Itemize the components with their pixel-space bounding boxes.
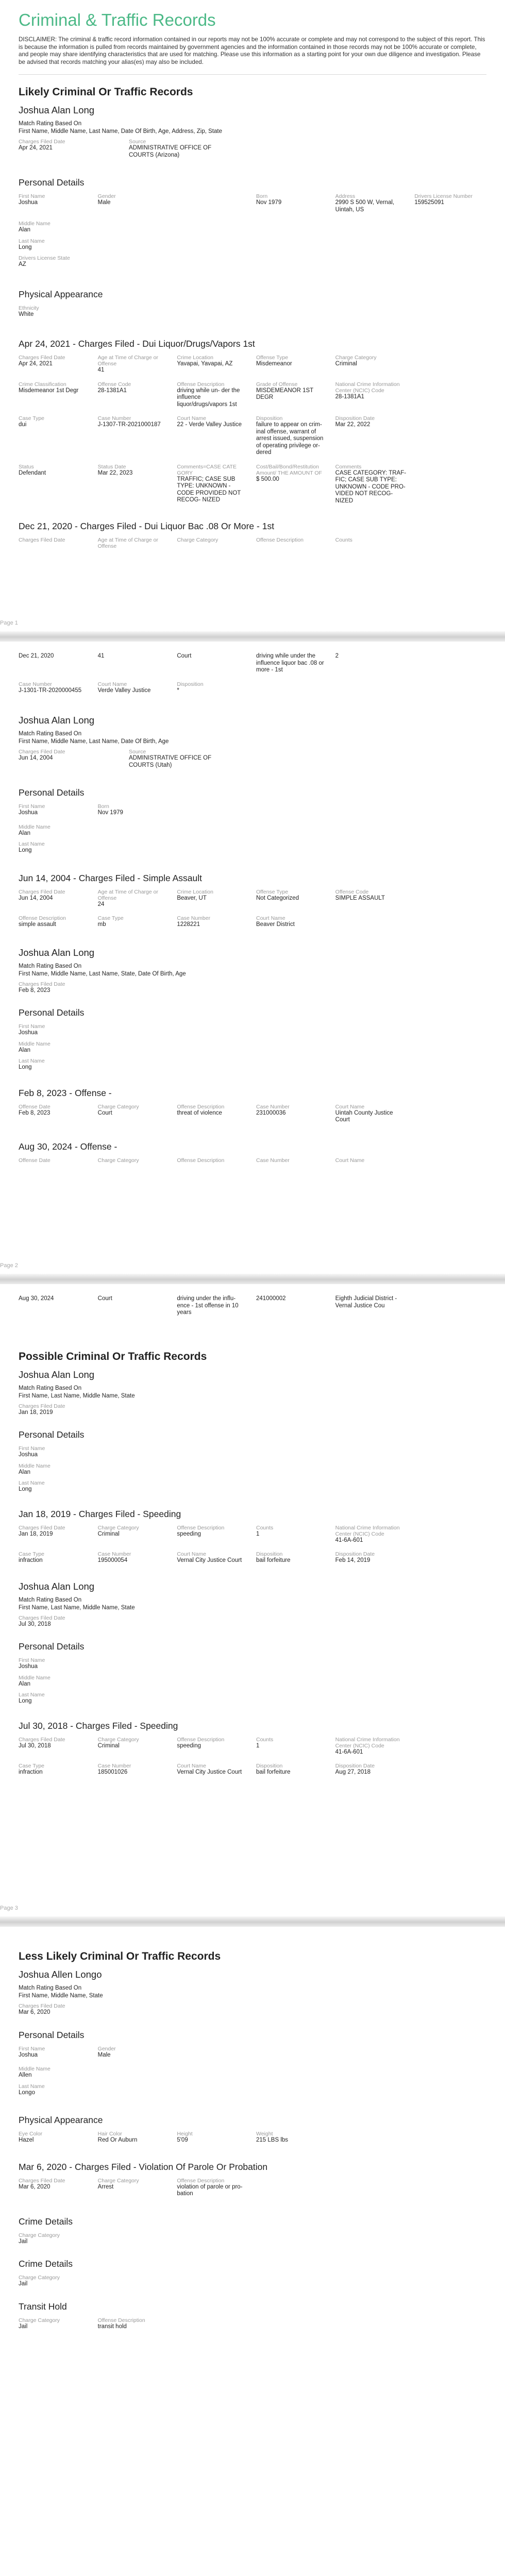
charge-category-label: Charge Category [19, 2232, 60, 2238]
charge-category-label: Charge Category [97, 1103, 139, 1110]
drivers-license-state-value: AZ [19, 261, 26, 267]
case-number-label: Case Number [97, 1763, 131, 1769]
match-rating-label: Match Rating Based On [19, 1985, 82, 1991]
source-value: ADMINISTRATIVE OFFICE OF COURTS (Arizona) [129, 145, 212, 158]
report-title: Criminal & Traffic Records [19, 10, 216, 29]
personal-details-heading: Personal Details [19, 1429, 85, 1440]
case-type-label: Case Type [19, 1551, 45, 1557]
case-number-label: Case Number [19, 681, 52, 687]
court-name-label: Court Name [256, 915, 285, 921]
crime-details-heading: Crime Details [19, 2216, 73, 2227]
charges-filed-date-value: Dec 21, 2020 [19, 653, 54, 659]
offense-description-value: speeding [177, 1742, 201, 1749]
status-value: Defendant [19, 469, 46, 476]
charge-category-value: Jail [19, 2281, 28, 2287]
personal-details-heading: Personal Details [19, 787, 85, 798]
counts-label: Counts [256, 1736, 274, 1743]
charges-filed-date-value: Mar 6, 2020 [19, 2183, 50, 2190]
crime-classification-value: Misdemeanor 1st Degr [19, 387, 79, 394]
offense-code-label: Offense Code [97, 381, 131, 388]
counts-value: 2 [335, 653, 339, 659]
offense-description-value: speeding [177, 1530, 201, 1537]
case-number-value: 1228221 [177, 921, 200, 928]
disclaimer-text: DISCLAIMER: The criminal & traffic record information contained in our reports may not be 100% accurate or complete and may not correspond to the subject of this report. This is because the information is pulled from records maintained by government agencies and the information contained in those records may not be 100% accurate or complete, and people may share identifying characteristics that are used for matching. Please use this information as a starting point for your own due diligence and investigation. Please be advised that records matching your alias(es) may also be included. [19, 36, 485, 65]
offense-type-label: Offense Type [256, 355, 289, 361]
ethnicity-value: White [19, 311, 34, 317]
charge-category-label: Charge Category [97, 1157, 139, 1164]
last-name-value: Long [19, 1486, 32, 1492]
first-name-value: Joshua [19, 2051, 38, 2058]
page-number: Page 3 [0, 1905, 18, 1911]
last-name-label: Last Name [19, 1480, 45, 1486]
ncic-label: National Crime Information Center (NCIC) Code [335, 1524, 400, 1537]
age-label: Age at Time of Charge or Offense [97, 888, 158, 901]
offense-description-label: Offense Description [19, 915, 66, 921]
charge-category-label: Charge Category [97, 1736, 139, 1743]
charge-category-label: Charge Category [97, 2177, 139, 2184]
comments-value: CASE CATEGORY: TRAF- FIC; CASE SUB TYPE: UNKNOWN - CODE PRO- VIDED NOT RECOG- NIZED [335, 469, 407, 504]
offense-description-value: simple assault [19, 921, 56, 928]
offense-type-value: Not Categorized [256, 895, 299, 901]
charge-category-value: Court [97, 1109, 112, 1116]
last-name-label: Last Name [19, 1058, 45, 1064]
charges-filed-date-label: Charges Filed Date [19, 749, 65, 755]
report-page-3 [0, 1284, 505, 1916]
section-possible-heading: Possible Criminal Or Traffic Records [19, 1350, 207, 1362]
offense-description-label: Offense Description [177, 1736, 225, 1743]
last-name-label: Last Name [19, 841, 45, 847]
gender-label: Gender [97, 2045, 116, 2052]
charges-filed-date-value: Jun 14, 2004 [19, 895, 53, 901]
case-type-label: Case Type [19, 415, 45, 422]
source-label: Source [129, 749, 146, 755]
offense-description-label: Offense Description [177, 1524, 225, 1531]
page-separator [0, 1274, 505, 1284]
match-rating-value: First Name, Last Name, Middle Name, State [19, 1604, 135, 1611]
court-name-value: Uintah County Justice Court [335, 1109, 393, 1123]
case-type-value: mb [97, 921, 106, 928]
born-value: Nov 1979 [97, 810, 123, 816]
crime-details-heading: Crime Details [19, 2259, 73, 2269]
first-name-value: Joshua [19, 1030, 38, 1036]
record-name: Joshua Alan Long [19, 105, 95, 115]
cost-label: Cost/Bail/Bond/Restitution Amount/ THE AMOUNT OF [256, 463, 322, 476]
middle-name-label: Middle Name [19, 1462, 50, 1469]
court-name-value: Beaver District [256, 921, 295, 928]
personal-details-heading: Personal Details [19, 2029, 85, 2040]
offense-heading: Aug 30, 2024 - Offense - [19, 1141, 117, 1152]
record-name: Joshua Allen Longo [19, 1969, 102, 1980]
last-name-label: Last Name [19, 238, 45, 244]
age-label: Age at Time of Charge or Offense [97, 355, 158, 367]
report-page-2 [0, 642, 505, 1274]
court-name-label: Court Name [177, 1551, 206, 1557]
personal-details-heading: Personal Details [19, 1007, 85, 1018]
age-value: 41 [97, 367, 105, 373]
charge-category-label: Charge Category [19, 2317, 60, 2324]
section-less-likely-heading: Less Likely Criminal Or Traffic Records [19, 1950, 221, 1962]
offense-date-value: Feb 8, 2023 [19, 1109, 50, 1116]
offense-date-value: Aug 30, 2024 [19, 1295, 54, 1302]
ncic-label: National Crime Information Center (NCIC) Code [335, 1736, 400, 1749]
middle-name-value: Alan [19, 1680, 31, 1687]
charge-heading: Jun 14, 2004 - Charges Filed - Simple Assault [19, 872, 203, 883]
page-separator [0, 631, 505, 642]
charges-filed-date-label: Charges Filed Date [19, 2177, 65, 2184]
offense-type-label: Offense Type [256, 888, 289, 895]
court-name-value: Eighth Judicial District - Vernal Justice Cou [335, 1295, 397, 1309]
offense-description-value: violation of parole or pro- bation [177, 2183, 243, 2197]
offense-description-label: Offense Description [256, 537, 304, 543]
case-number-value: 185001026 [97, 1769, 128, 1775]
match-rating-value: First Name, Middle Name, Last Name, Date Of Birth, Age, Address, Zip, State [19, 128, 222, 134]
offense-description-value: driving while under the influence liquor bac .08 or more - 1st [256, 653, 324, 673]
counts-label: Counts [256, 1524, 274, 1531]
gender-value: Male [97, 2051, 111, 2058]
first-name-value: Joshua [19, 1663, 38, 1670]
page-number: Page 2 [0, 1262, 18, 1269]
ncic-value: 41-6A-601 [335, 1537, 363, 1543]
status-date-value: Mar 22, 2023 [97, 469, 133, 476]
charges-filed-date-value: Jun 14, 2004 [19, 755, 53, 761]
charge-heading: Dec 21, 2020 - Charges Filed - Dui Liquor Bac .08 Or More - 1st [19, 521, 275, 531]
gender-value: Male [97, 199, 111, 206]
hair-color-label: Hair Color [97, 2131, 122, 2137]
charge-category-value: Court [97, 1295, 112, 1302]
weight-label: Weight [256, 2131, 273, 2137]
middle-name-label: Middle Name [19, 2066, 50, 2072]
case-number-value: J-1301-TR-2020000455 [19, 687, 82, 694]
first-name-value: Joshua [19, 199, 38, 206]
match-rating-label: Match Rating Based On [19, 731, 82, 737]
offense-description-value: driving while un- der the influence liquor/drugs/vapors 1st [177, 387, 240, 408]
charge-category-value: Criminal [335, 361, 357, 367]
counts-label: Counts [335, 537, 352, 543]
disposition-date-value: Mar 22, 2022 [335, 422, 371, 428]
case-number-value: J-1307-TR-2021000187 [97, 422, 161, 428]
charges-filed-date-value: Jul 30, 2018 [19, 1621, 51, 1627]
charges-filed-date-value: Mar 6, 2020 [19, 2009, 50, 2015]
comments-case-category-label: Comments=CASE CATE GORY [177, 463, 237, 476]
case-number-value: 231000036 [256, 1109, 286, 1116]
record-name: Joshua Alan Long [19, 1580, 95, 1592]
middle-name-label: Middle Name [19, 823, 50, 830]
match-rating-value: First Name, Middle Name, Last Name, State, Date Of Birth, Age [19, 970, 186, 977]
drivers-license-label: Drivers License Number [414, 193, 473, 199]
court-name-label: Court Name [97, 681, 127, 687]
grade-value: MISDEMEANOR 1ST DEGR [256, 387, 313, 400]
height-label: Height [177, 2131, 193, 2137]
ncic-label: National Crime Information Center (NCIC) Code [335, 381, 400, 394]
first-name-value: Joshua [19, 1452, 38, 1458]
counts-value: 1 [256, 1742, 260, 1749]
last-name-label: Last Name [19, 1692, 45, 1698]
disposition-label: Disposition [256, 1763, 283, 1769]
height-value: 5'09 [177, 2137, 188, 2143]
last-name-value: Long [19, 1698, 32, 1704]
disposition-value: bail forfeiture [256, 1769, 291, 1775]
offense-description-label: Offense Description [97, 2317, 145, 2324]
charge-category-value: Criminal [97, 1742, 120, 1749]
court-name-value: Vernal City Justice Court [177, 1769, 242, 1775]
middle-name-value: Alan [19, 830, 31, 836]
charge-heading: Jul 30, 2018 - Charges Filed - Speeding [19, 1720, 178, 1731]
grade-label: Grade of Offense [256, 381, 298, 388]
personal-details-heading: Personal Details [19, 177, 85, 188]
first-name-label: First Name [19, 2045, 45, 2052]
disposition-date-label: Disposition Date [335, 1763, 375, 1769]
crime-location-value: Beaver, UT [177, 895, 207, 901]
court-name-value: 22 - Verde Valley Justice [177, 422, 242, 428]
charges-filed-date-value: Jan 18, 2019 [19, 1530, 53, 1537]
case-number-label: Case Number [97, 1551, 131, 1557]
case-number-label: Case Number [177, 915, 211, 921]
hair-color-value: Red Or Auburn [97, 2137, 138, 2143]
born-label: Born [97, 803, 109, 810]
born-value: Nov 1979 [256, 199, 282, 206]
case-type-label: Case Type [19, 1763, 45, 1769]
case-type-label: Case Type [97, 915, 124, 921]
disposition-label: Disposition [177, 681, 204, 687]
case-number-label: Case Number [256, 1157, 290, 1164]
last-name-value: Longo [19, 2089, 35, 2096]
case-number-label: Case Number [256, 1103, 290, 1110]
charge-heading: Apr 24, 2021 - Charges Filed - Dui Liquor/Drugs/Vapors 1st [19, 339, 255, 349]
report-page-4 [0, 1927, 505, 2576]
case-number-label: Case Number [97, 415, 131, 422]
match-rating-value: First Name, Middle Name, Last Name, Date Of Birth, Age [19, 738, 169, 745]
court-name-label: Court Name [335, 1157, 365, 1164]
record-name: Joshua Alan Long [19, 715, 95, 726]
page-separator [0, 1916, 505, 1927]
court-name-label: Court Name [177, 415, 206, 422]
charge-category-label: Charge Category [177, 537, 218, 543]
charge-category-value: Arrest [97, 2183, 114, 2190]
charge-category-value: Criminal [97, 1530, 120, 1537]
offense-description-value: transit hold [97, 2323, 127, 2330]
charge-category-label: Charge Category [335, 355, 377, 361]
case-number-value: 195000054 [97, 1557, 128, 1563]
disposition-date-value: Aug 27, 2018 [335, 1769, 371, 1775]
offense-type-value: Misdemeanor [256, 361, 292, 367]
status-date-label: Status Date [97, 463, 126, 470]
middle-name-value: Allen [19, 2072, 32, 2078]
ncic-value: 41-6A-601 [335, 1748, 363, 1755]
age-value: 24 [97, 901, 105, 907]
case-type-value: infraction [19, 1557, 43, 1563]
comments-case-category-value: TRAFFIC; CASE SUB TYPE: UNKNOWN - CODE PROVIDED NOT RECOG- NIZED [177, 476, 241, 503]
offense-heading: Feb 8, 2023 - Offense - [19, 1087, 112, 1098]
middle-name-label: Middle Name [19, 221, 50, 227]
court-name-value: Vernal City Justice Court [177, 1557, 242, 1563]
ncic-value: 28-1381A1 [335, 393, 364, 400]
middle-name-label: Middle Name [19, 1040, 50, 1047]
court-name-value: Verde Valley Justice [97, 687, 151, 694]
age-value: 41 [97, 653, 105, 659]
offense-description-value: threat of violence [177, 1109, 222, 1116]
first-name-label: First Name [19, 1445, 45, 1452]
last-name-label: Last Name [19, 2083, 45, 2090]
charges-filed-date-label: Charges Filed Date [19, 1403, 65, 1409]
offense-description-label: Offense Description [177, 1103, 225, 1110]
charge-category-label: Charge Category [97, 1524, 139, 1531]
match-rating-label: Match Rating Based On [19, 1596, 82, 1603]
source-value: ADMINISTRATIVE OFFICE OF COURTS (Utah) [129, 755, 212, 768]
case-type-value: dui [19, 422, 27, 428]
match-rating-label: Match Rating Based On [19, 121, 82, 127]
offense-description-value: driving under the influ- ence - 1st offense in 10 years [177, 1295, 239, 1316]
born-label: Born [256, 193, 268, 199]
record-name: Joshua Alan Long [19, 1369, 95, 1380]
charges-filed-date-value: Jul 30, 2018 [19, 1742, 51, 1749]
eye-color-label: Eye Color [19, 2131, 43, 2137]
middle-name-value: Alan [19, 1047, 31, 1053]
case-number-value: 241000002 [256, 1295, 286, 1302]
physical-appearance-heading: Physical Appearance [19, 2115, 103, 2125]
disposition-date-label: Disposition Date [335, 415, 375, 422]
charge-category-value: Jail [19, 2323, 28, 2330]
charge-heading: Mar 6, 2020 - Charges Filed - Violation Of Parole Or Probation [19, 2161, 268, 2172]
charges-filed-date-value: Feb 8, 2023 [19, 987, 50, 994]
page-number: Page 1 [0, 620, 18, 626]
middle-name-value: Alan [19, 1469, 31, 1475]
first-name-label: First Name [19, 1657, 45, 1663]
charges-filed-date-label: Charges Filed Date [19, 355, 65, 361]
charge-category-value: Jail [19, 2238, 28, 2245]
ethnicity-label: Ethnicity [19, 305, 39, 311]
charge-category-label: Charge Category [19, 2275, 60, 2281]
charge-category-value: Court [177, 653, 192, 659]
disposition-date-value: Feb 14, 2019 [335, 1557, 371, 1563]
charges-filed-date-value: Jan 18, 2019 [19, 1409, 53, 1416]
charges-filed-date-label: Charges Filed Date [19, 1736, 65, 1743]
crime-location-label: Crime Location [177, 888, 213, 895]
court-name-label: Court Name [335, 1103, 365, 1110]
section-likely-heading: Likely Criminal Or Traffic Records [19, 86, 193, 98]
disposition-value: failure to appear on crim- inal offense, warrant of arrest issued, suspension of operating privilege or- dered [256, 422, 324, 456]
court-name-label: Court Name [177, 1763, 206, 1769]
address-label: Address [335, 193, 356, 199]
disposition-date-label: Disposition Date [335, 1551, 375, 1557]
offense-date-label: Offense Date [19, 1157, 50, 1164]
comments-label: Comments [335, 463, 362, 470]
charges-filed-date-label: Charges Filed Date [19, 888, 65, 895]
source-label: Source [129, 139, 146, 145]
disposition-label: Disposition [256, 415, 283, 422]
match-rating-label: Match Rating Based On [19, 1385, 82, 1391]
transit-hold-heading: Transit Hold [19, 2301, 67, 2312]
crime-location-value: Yavapai, Yavapai, AZ [177, 361, 233, 367]
divider [19, 74, 486, 75]
gender-label: Gender [97, 193, 116, 199]
physical-appearance-heading: Physical Appearance [19, 289, 103, 299]
first-name-label: First Name [19, 193, 45, 199]
case-type-value: infraction [19, 1769, 43, 1775]
disposition-value: bail forfeiture [256, 1557, 291, 1563]
charges-filed-date-value: Apr 24, 2021 [19, 361, 53, 367]
last-name-value: Long [19, 847, 32, 853]
first-name-value: Joshua [19, 810, 38, 816]
disposition-label: Disposition [256, 1551, 283, 1557]
weight-value: 215 LBS lbs [256, 2137, 289, 2143]
drivers-license-state-label: Drivers License State [19, 255, 70, 261]
charges-filed-date-label: Charges Filed Date [19, 1524, 65, 1531]
age-label: Age at Time of Charge or Offense [97, 537, 158, 549]
drivers-license-value: 159525091 [414, 199, 444, 206]
offense-code-label: Offense Code [335, 888, 369, 895]
cost-value: $ 500.00 [256, 476, 279, 482]
record-name: Joshua Alan Long [19, 947, 95, 958]
last-name-value: Long [19, 1064, 32, 1070]
charges-filed-date-label: Charges Filed Date [19, 139, 65, 145]
eye-color-value: Hazel [19, 2137, 34, 2143]
crime-location-label: Crime Location [177, 355, 213, 361]
charges-filed-date-label: Charges Filed Date [19, 981, 65, 987]
offense-code-value: 28-1381A1 [97, 387, 127, 394]
disposition-value: * [177, 687, 179, 694]
status-label: Status [19, 463, 34, 470]
match-rating-value: First Name, Middle Name, State [19, 1993, 103, 1999]
charges-filed-date-label: Charges Filed Date [19, 537, 65, 543]
first-name-label: First Name [19, 1023, 45, 1030]
offense-description-label: Offense Description [177, 2177, 225, 2184]
last-name-value: Long [19, 244, 32, 250]
offense-date-label: Offense Date [19, 1103, 50, 1110]
charges-filed-date-label: Charges Filed Date [19, 2003, 65, 2009]
offense-description-label: Offense Description [177, 381, 225, 388]
offense-description-label: Offense Description [177, 1157, 225, 1164]
charge-heading: Jan 18, 2019 - Charges Filed - Speeding [19, 1508, 181, 1519]
crime-classification-label: Crime Classification [19, 381, 66, 388]
first-name-label: First Name [19, 803, 45, 810]
match-rating-label: Match Rating Based On [19, 963, 82, 969]
middle-name-value: Alan [19, 227, 31, 233]
offense-code-value: SIMPLE ASSAULT [335, 895, 385, 901]
personal-details-heading: Personal Details [19, 1641, 85, 1652]
address-value: 2990 S 500 W, Vernal, Uintah, US [335, 199, 395, 213]
middle-name-label: Middle Name [19, 1674, 50, 1681]
counts-value: 1 [256, 1530, 260, 1537]
charges-filed-date-value: Apr 24, 2021 [19, 145, 53, 151]
report-page-1 [0, 0, 505, 631]
match-rating-value: First Name, Last Name, Middle Name, State [19, 1392, 135, 1399]
charges-filed-date-label: Charges Filed Date [19, 1614, 65, 1621]
